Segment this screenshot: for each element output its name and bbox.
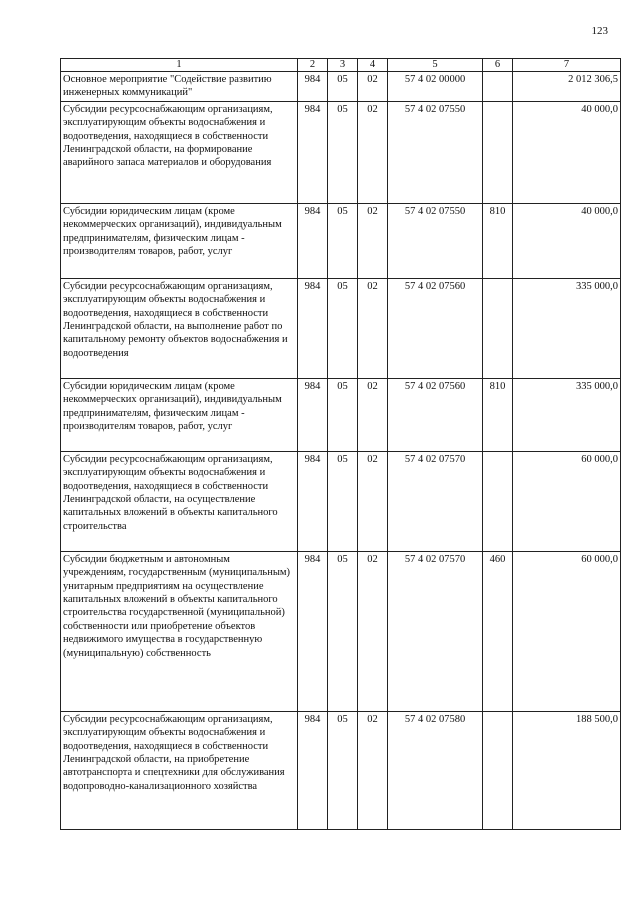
row-description: Субсидии юридическим лицам (кроме некоммерческих организаций), индивидуальным предпринимателям, физическим лицам - производителям товаров, работ, услуг <box>61 378 298 451</box>
row-section-code: 05 <box>328 711 358 829</box>
row-amount: 2 012 306,5 <box>513 72 621 102</box>
column-number-4: 4 <box>358 59 388 72</box>
row-target-article: 57 4 02 07580 <box>388 711 483 829</box>
column-number-row <box>61 59 621 72</box>
row-ministry-code: 984 <box>298 101 328 203</box>
row-expense-type: 810 <box>483 378 513 451</box>
row-ministry-code: 984 <box>298 203 328 278</box>
row-ministry-code: 984 <box>298 451 328 551</box>
row-ministry-code: 984 <box>298 551 328 711</box>
row-target-article: 57 4 02 07560 <box>388 378 483 451</box>
row-description: Субсидии бюджетным и автономным учреждениям, государственным (муниципальным) унитарным предприятиям на осуществление капитальных вложений в объекты капитального строительства государственной (муниципальной) собственности или приобретение объектов недвижимого имущества в государственную (муниципальную) собственность <box>61 551 298 711</box>
row-description: Субсидии юридическим лицам (кроме некоммерческих организаций), индивидуальным предпринимателям, физическим лицам - производителям товаров, работ, услуг <box>61 203 298 278</box>
row-subsection-code: 02 <box>358 101 388 203</box>
row-description: Основное мероприятие "Содействие развитию инженерных коммуникаций" <box>61 72 298 102</box>
row-section-code: 05 <box>328 72 358 102</box>
budget-table <box>60 58 621 830</box>
row-section-code: 05 <box>328 278 358 378</box>
table-row <box>61 378 621 451</box>
row-amount: 40 000,0 <box>513 203 621 278</box>
table-row <box>61 101 621 203</box>
column-number-2: 2 <box>298 59 328 72</box>
row-amount: 60 000,0 <box>513 451 621 551</box>
row-expense-type <box>483 72 513 102</box>
column-number-6: 6 <box>483 59 513 72</box>
row-expense-type <box>483 101 513 203</box>
row-expense-type <box>483 278 513 378</box>
column-number-7: 7 <box>513 59 621 72</box>
row-target-article: 57 4 02 07550 <box>388 203 483 278</box>
row-section-code: 05 <box>328 451 358 551</box>
row-description: Субсидии ресурсоснабжающим организациям, эксплуатирующим объекты водоснабжения и водоотведения, находящиеся в собственности Ленинградской области, на осуществление капитальных вложений в объекты капитального строительства <box>61 451 298 551</box>
row-section-code: 05 <box>328 101 358 203</box>
table-row <box>61 203 621 278</box>
page-number: 123 <box>591 25 608 37</box>
row-target-article: 57 4 02 07570 <box>388 451 483 551</box>
row-subsection-code: 02 <box>358 451 388 551</box>
row-subsection-code: 02 <box>358 551 388 711</box>
row-target-article: 57 4 02 07560 <box>388 278 483 378</box>
row-ministry-code: 984 <box>298 378 328 451</box>
row-description: Субсидии ресурсоснабжающим организациям, эксплуатирующим объекты водоснабжения и водоотведения, находящиеся в собственности Ленинградской области, на формирование аварийного запаса материалов и оборудования <box>61 101 298 203</box>
row-target-article: 57 4 02 07570 <box>388 551 483 711</box>
row-subsection-code: 02 <box>358 711 388 829</box>
row-target-article: 57 4 02 00000 <box>388 72 483 102</box>
row-amount: 335 000,0 <box>513 378 621 451</box>
row-section-code: 05 <box>328 378 358 451</box>
row-target-article: 57 4 02 07550 <box>388 101 483 203</box>
row-expense-type: 810 <box>483 203 513 278</box>
row-expense-type: 460 <box>483 551 513 711</box>
table-row <box>61 72 621 102</box>
row-expense-type <box>483 451 513 551</box>
row-ministry-code: 984 <box>298 72 328 102</box>
table-row <box>61 551 621 711</box>
row-subsection-code: 02 <box>358 378 388 451</box>
row-amount: 40 000,0 <box>513 101 621 203</box>
row-amount: 335 000,0 <box>513 278 621 378</box>
table-row <box>61 278 621 378</box>
row-section-code: 05 <box>328 551 358 711</box>
row-description: Субсидии ресурсоснабжающим организациям, эксплуатирующим объекты водоснабжения и водоотведения, находящиеся в собственности Ленинградской области, на выполнение работ по капитальному ремонту объектов водоснабжения и водоотведения <box>61 278 298 378</box>
column-number-3: 3 <box>328 59 358 72</box>
column-number-5: 5 <box>388 59 483 72</box>
row-subsection-code: 02 <box>358 72 388 102</box>
row-amount: 188 500,0 <box>513 711 621 829</box>
row-subsection-code: 02 <box>358 203 388 278</box>
table-row <box>61 451 621 551</box>
row-description: Субсидии ресурсоснабжающим организациям, эксплуатирующим объекты водоснабжения и водоотведения, находящиеся в собственности Ленинградской области, на приобретение автотранспорта и спецтехники для обслуживания водопроводно-канализационного хозяйства <box>61 711 298 829</box>
row-subsection-code: 02 <box>358 278 388 378</box>
row-ministry-code: 984 <box>298 711 328 829</box>
row-amount: 60 000,0 <box>513 551 621 711</box>
row-ministry-code: 984 <box>298 278 328 378</box>
row-section-code: 05 <box>328 203 358 278</box>
column-number-1: 1 <box>61 59 298 72</box>
table-row <box>61 711 621 829</box>
row-expense-type <box>483 711 513 829</box>
